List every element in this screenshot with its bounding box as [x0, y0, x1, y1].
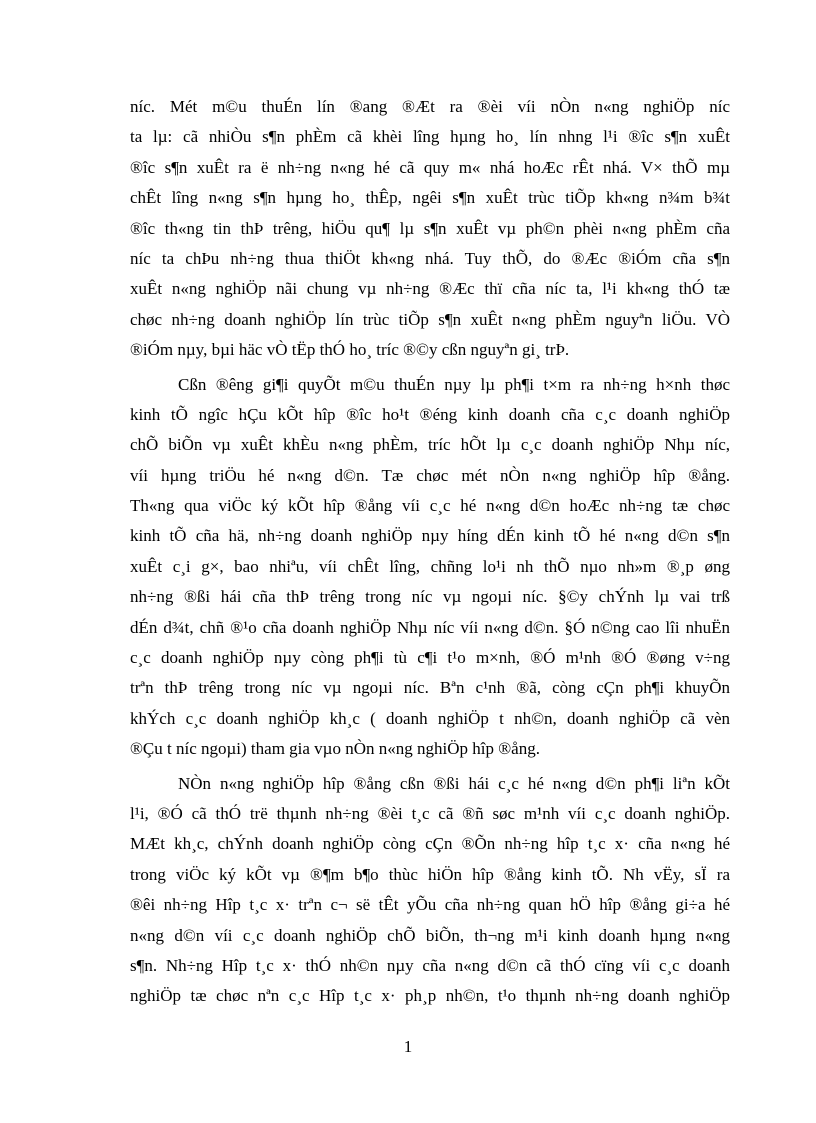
- text-line: trªn thÞ trêng trong níc vµ ngoµi níc. Bªn c¹nh ®ã, còng cÇn ph¶i khuyÕn: [130, 678, 730, 698]
- text-line: ta lµ: cã nhiÒu s¶n phÈm cã khèi lîng hµng ho¸ lín nhng l¹i ®îc s¶n xuÊt: [130, 127, 730, 147]
- text-line: níc. Mét m©u thuÉn lín ®ang ®Æt ra ®èi víi nÒn n«ng nghiÖp níc: [130, 97, 730, 116]
- text-line: níc ta chÞu nh÷ng thua thiÖt kh«ng nhá. Tuy thÕ, do ®Æc ®iÓm cña s¶n: [130, 248, 730, 268]
- paragraph-1: [130, 92, 730, 366]
- text-line: víi hµng triÖu hé n«ng d©n. Tæ chøc mét nÒn n«ng nghiÖp hîp ®ång.: [130, 465, 730, 485]
- page-number: 1: [403, 1037, 413, 1056]
- text-line: nh÷ng ®ßi hái cña thÞ trêng trong níc vµ ngoµi níc. §©y chÝnh lµ vai trß: [130, 587, 730, 607]
- text-line: s¶n. Nh÷ng Hîp t¸c x· thÓ nh©n nµy cña n«ng d©n cã thÓ cïng víi c¸c doanh: [130, 955, 730, 975]
- text-line: ®Çu t níc ngoµi) tham gia vµo nÒn n«ng nghiÖp hîp ®ång.: [130, 739, 540, 759]
- text-line: nghiÖp tæ chøc nªn c¸c Hîp t¸c x· ph¸p nh©n, t¹o thµnh nh÷ng doanh nghiÖp: [130, 986, 730, 1006]
- paragraph-2: [130, 370, 730, 765]
- text-line: trong viÖc ký kÕt vµ ®¶m b¶o thùc hiÖn hîp ®ång kinh tÕ. Nh vËy, sÏ ra: [130, 864, 730, 884]
- text-line: xuÊt n«ng nghiÖp nãi chung vµ nh÷ng ®Æc thï cña níc ta, l¹i kh«ng thÓ tæ: [130, 279, 730, 299]
- text-line: kinh tÕ ngîc hÇu kÕt hîp ®îc ho¹t ®éng kinh doanh cña c¸c doanh nghiÖp: [130, 404, 730, 424]
- text-line: Cßn ®êng gi¶i quyÕt m©u thuÉn nµy lµ ph¶i t×m ra nh÷ng h×nh thøc: [178, 374, 730, 394]
- text-line: NÒn n«ng nghiÖp hîp ®ång cßn ®ßi hái c¸c hé n«ng d©n ph¶i liªn kÕt: [178, 773, 730, 793]
- text-line: dÉn d¾t, chñ ®¹o cña doanh nghiÖp Nhµ níc víi n«ng d©n. §Ó n©ng cao lîi nhuËn: [130, 617, 730, 637]
- text-line: Th«ng qua viÖc ký kÕt hîp ®ång víi c¸c hé n«ng d©n hoÆc nh÷ng tæ chøc: [130, 496, 730, 516]
- text-line: khÝch c¸c doanh nghiÖp kh¸c ( doanh nghiÖp t nh©n, doanh nghiÖp cã vèn: [130, 708, 730, 728]
- text-line: xuÊt c¸i g×, bao nhiªu, víi chÊt lîng, chñng lo¹i nh thÕ nµo nh»m ®¸p øng: [130, 556, 730, 576]
- text-line: n«ng d©n víi c¸c doanh nghiÖp chÕ biÕn, th¬ng m¹i kinh doanh hµng n«ng: [130, 925, 730, 945]
- document-page: [130, 92, 730, 1016]
- text-line: ®iÓm nµy, bµi häc vÒ tËp thÓ ho¸ tríc ®©y cßn nguyªn gi¸ trÞ.: [130, 340, 570, 360]
- text-line: ®êi nh÷ng Hîp t¸c x· trªn c¬ së tÊt yÕu cña nh÷ng quan hÖ hîp ®ång gi÷a hé: [130, 895, 730, 915]
- text-line: MÆt kh¸c, chÝnh doanh nghiÖp còng cÇn ®Õn nh÷ng hîp t¸c x· cña n«ng hé: [130, 834, 730, 854]
- text-line: chÕ biÕn vµ xuÊt khÈu n«ng phÈm, tríc hÕt lµ c¸c doanh nghiÖp Nhµ níc,: [130, 435, 730, 455]
- text-line: ®îc th«ng tin thÞ trêng, hiÖu qu¶ lµ s¶n xuÊt vµ ph©n phèi n«ng phÈm cña: [130, 218, 730, 238]
- text-line: ®îc s¶n xuÊt ra ë nh÷ng n«ng hé cã quy m« nhá hoÆc rÊt nhá. V× thÕ mµ: [130, 157, 730, 177]
- text-line: chÊt lîng n«ng s¶n hµng ho¸ thÊp, ngêi s¶n xuÊt trùc tiÕp kh«ng n¾m b¾t: [130, 188, 730, 208]
- text-line: chøc nh÷ng doanh nghiÖp lín trùc tiÕp s¶n xuÊt n«ng phÈm nguyªn liÖu. VÒ: [130, 309, 730, 329]
- text-line: kinh tÕ cña hä, nh÷ng doanh nghiÖp nµy híng dÉn kinh tÕ hé n«ng d©n s¶n: [130, 526, 730, 546]
- text-line: c¸c doanh nghiÖp nµy còng ph¶i tù c¶i t¹o m×nh, ®Ó m¹nh ®Ó ®øng v÷ng: [130, 648, 730, 668]
- paragraph-3: [130, 769, 730, 1012]
- text-line: l¹i, ®Ó cã thÓ trë thµnh nh÷ng ®èi t¸c cã ®ñ søc m¹nh víi c¸c doanh nghiÖp.: [130, 803, 730, 823]
